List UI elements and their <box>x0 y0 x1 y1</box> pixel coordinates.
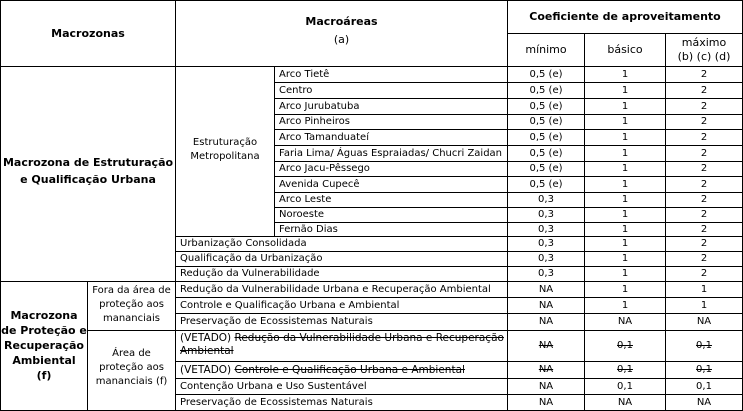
row-name: Preservação de Ecossistemas Naturais <box>180 396 373 408</box>
row-min: 0,5 (e) <box>529 163 563 174</box>
row-name: Arco Tietê <box>279 68 330 80</box>
row-max: 2 <box>700 178 708 190</box>
row-min: NA <box>538 283 554 295</box>
zone2-sub-outside: proteção aos <box>99 299 164 310</box>
row-bas: 0,1 <box>617 364 633 375</box>
row-bas: 0,1 <box>617 340 633 351</box>
row-min: NA <box>538 299 554 311</box>
row-max: 2 <box>700 100 708 112</box>
row-max: 2 <box>700 209 708 220</box>
row-bas: 1 <box>621 147 629 159</box>
row-min: NA <box>538 380 554 392</box>
row-name: Redução da Vulnerabilidade Urbana e Recuperação Ambiental <box>180 283 491 295</box>
row-max: 0,1 <box>696 364 712 375</box>
zone2-name: de Proteção e <box>1 323 87 337</box>
row-bas: 1 <box>621 238 629 249</box>
row-bas: 1 <box>621 299 629 311</box>
row-name: Arco Jacu-Pêssego <box>279 163 370 174</box>
row-name: Redução da Vulnerabilidade <box>180 268 320 279</box>
row-min: 0,5 (e) <box>529 178 563 190</box>
row-bas: 1 <box>621 283 629 295</box>
zone2-name: (f) <box>36 368 52 382</box>
veto-prefix: (VETADO) <box>180 332 232 344</box>
row-bas: 1 <box>621 178 629 190</box>
row-min: 0,3 <box>538 238 554 249</box>
row-min: 0,5 (e) <box>529 116 563 127</box>
row-bas: 1 <box>621 163 629 174</box>
veto-row-1 <box>180 332 506 360</box>
row-min: NA <box>538 396 554 408</box>
row-min: 0,3 <box>538 253 554 264</box>
veto-text: Redução da Vulnerabilidade Urbana e Recuperação Ambiental <box>180 332 504 357</box>
row-bas: 1 <box>621 194 629 205</box>
row-name: Noroeste <box>279 209 325 220</box>
header-minimo: mínimo <box>525 43 567 56</box>
row-name: Urbanização Consolidada <box>180 238 307 249</box>
row-max: 2 <box>700 116 708 127</box>
row-min: NA <box>538 316 554 327</box>
zone1-group: Metropolitana <box>190 151 260 162</box>
header-maximo-note: (b) (c) (d) <box>677 50 731 63</box>
veto-row-2 <box>176 362 507 378</box>
row-min: NA <box>538 364 554 375</box>
row-bas: 1 <box>621 223 629 235</box>
row-bas: 1 <box>621 209 629 220</box>
row-name: Controle e Qualificação Urbana e Ambiental <box>180 299 400 311</box>
row-bas: 1 <box>621 253 629 264</box>
row-name: Contenção Urbana e Uso Sustentável <box>180 380 367 392</box>
zone2-sub-inside: proteção aos <box>99 362 164 373</box>
header-maximo: máximo <box>681 36 727 49</box>
row-min: 0,5 (e) <box>529 84 563 96</box>
zone2-name: Macrozona <box>10 308 78 322</box>
row-max: 1 <box>700 299 708 311</box>
zone2-sub-inside: mananciais (f) <box>95 376 168 387</box>
row-bas: 1 <box>621 84 629 96</box>
row-max: 2 <box>700 238 708 249</box>
row-max: 2 <box>700 147 708 159</box>
row-max: 2 <box>700 268 708 279</box>
row-min: 0,3 <box>538 223 554 235</box>
row-min: 0,5 (e) <box>529 131 563 143</box>
row-bas: NA <box>617 396 633 408</box>
row-bas: NA <box>617 316 633 327</box>
veto-text: Controle e Qualificação Urbana e Ambiental <box>234 364 465 376</box>
row-max: 0,1 <box>696 340 712 351</box>
row-name: Arco Pinheiros <box>279 116 350 127</box>
row-max: 2 <box>700 68 708 80</box>
row-bas: 1 <box>621 116 629 127</box>
zone2-sub-outside: mananciais <box>102 313 161 324</box>
row-min: 0,3 <box>538 209 554 220</box>
row-bas: 1 <box>621 68 629 80</box>
row-name: Arco Tamanduateí <box>279 131 369 143</box>
header-basico: básico <box>607 43 643 56</box>
row-max: 0,1 <box>696 380 712 392</box>
row-name: Arco Jurubatuba <box>279 100 360 112</box>
row-max: 1 <box>700 283 708 295</box>
row-max: 2 <box>700 253 708 264</box>
veto-prefix: (VETADO) <box>180 364 232 376</box>
row-max: 2 <box>700 163 708 174</box>
row-name: Qualificação da Urbanização <box>180 253 323 264</box>
row-max: NA <box>696 316 712 327</box>
zone1-name: Macrozona de Estruturação <box>2 155 174 169</box>
row-max: 2 <box>700 131 708 143</box>
zone1-group: Estruturação <box>192 137 258 148</box>
zone1-name: e Qualificação Urbana <box>20 172 156 186</box>
row-bas: 1 <box>621 100 629 112</box>
row-max: NA <box>696 396 712 408</box>
row-bas: 1 <box>621 131 629 143</box>
zone2-name: Recuperação <box>4 338 84 352</box>
row-name: Centro <box>279 84 313 96</box>
row-min: 0,5 (e) <box>529 68 563 80</box>
zone2-sub-inside: Área de <box>112 348 151 359</box>
row-min: 0,3 <box>538 194 554 205</box>
header-macroareas: Macroáreas <box>305 15 378 28</box>
row-min: 0,5 (e) <box>529 147 563 159</box>
row-name: Faria Lima/ Águas Espraiadas/ Chucri Zaidan <box>279 147 503 159</box>
row-max: 2 <box>700 223 708 235</box>
row-min: 0,5 (e) <box>529 100 563 112</box>
row-min: 0,3 <box>538 268 554 279</box>
row-name: Arco Leste <box>279 194 332 205</box>
row-name: Fernão Dias <box>279 223 338 235</box>
zone2-sub-outside: Fora da área de <box>92 285 171 296</box>
row-bas: 1 <box>621 268 629 279</box>
row-max: 2 <box>700 194 708 205</box>
row-min: NA <box>538 340 554 351</box>
header-macroareas-note: (a) <box>333 33 350 46</box>
header-macrozonas: Macrozonas <box>51 26 125 40</box>
grid-line <box>175 0 176 411</box>
row-bas: 0,1 <box>617 380 633 392</box>
zone2-name: Ambiental <box>12 353 76 367</box>
row-max: 2 <box>700 84 708 96</box>
header-coeficiente: Coeficiente de aproveitamento <box>529 10 721 23</box>
row-name: Avenida Cupecê <box>279 178 360 190</box>
row-name: Preservação de Ecossistemas Naturais <box>180 316 373 327</box>
